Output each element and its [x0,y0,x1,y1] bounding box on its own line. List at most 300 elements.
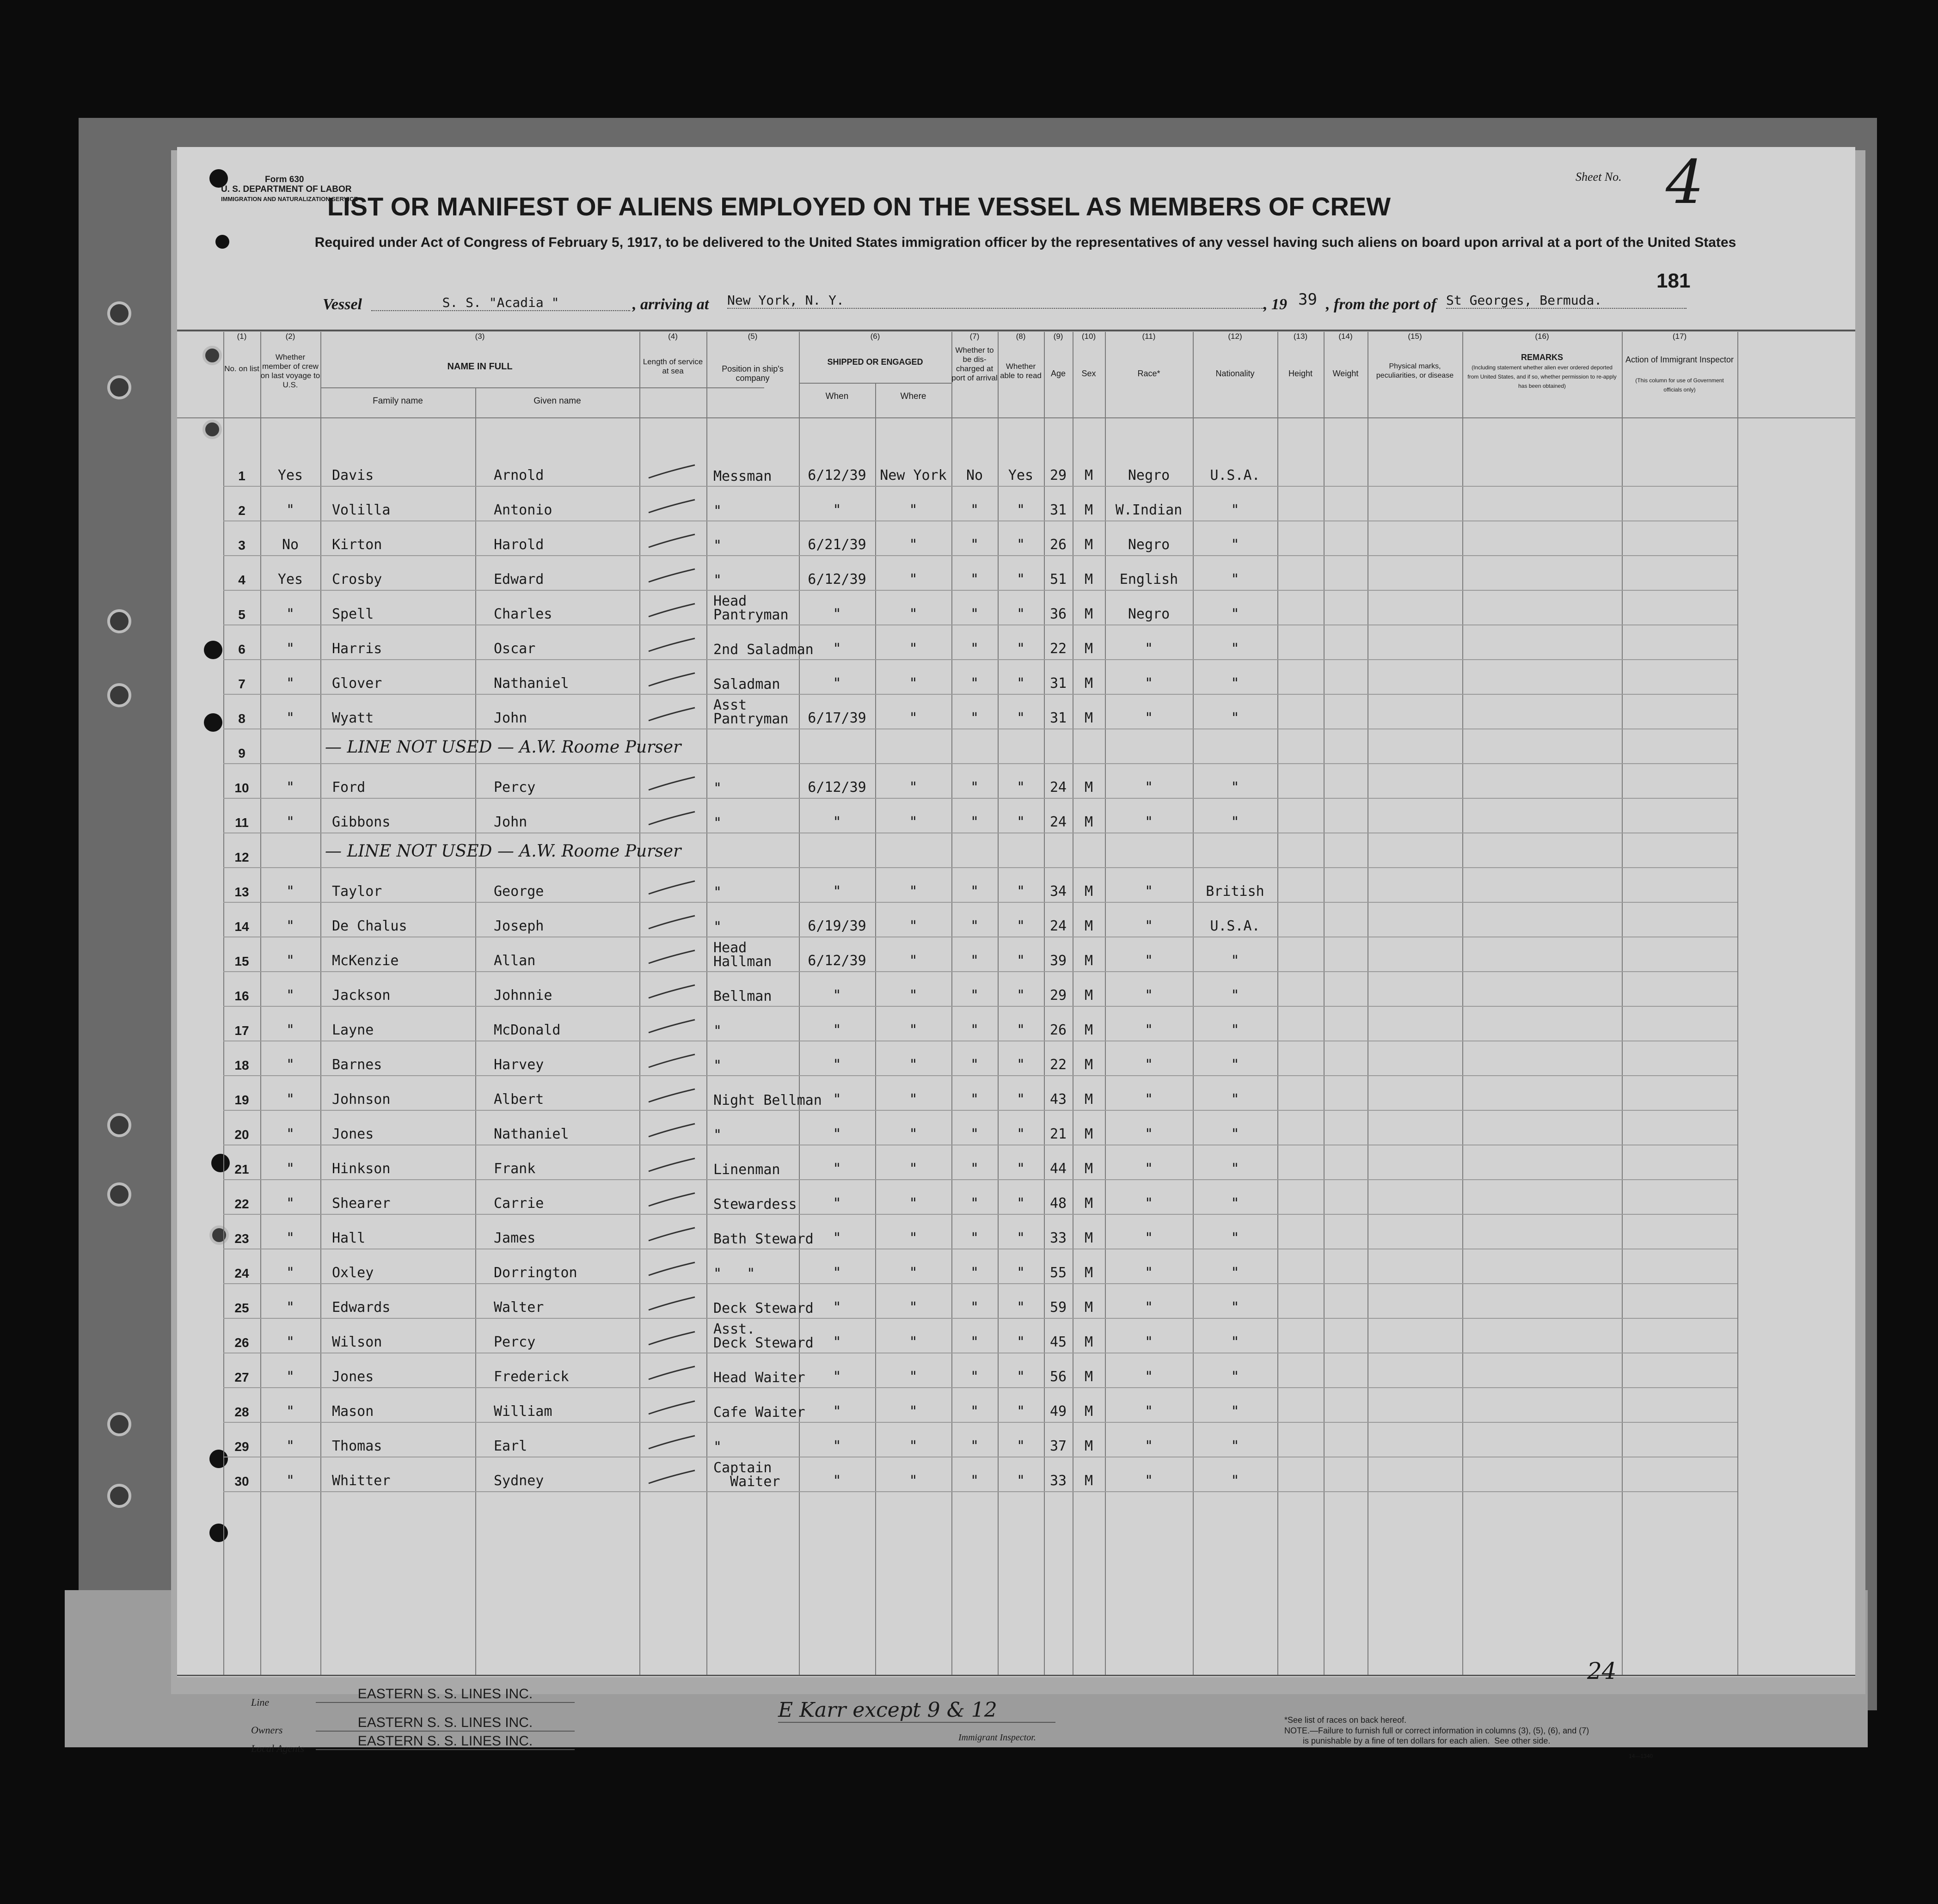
column-number: (7) [969,332,980,341]
cell-family: Wyatt [332,710,374,726]
cell-no: 18 [234,1058,249,1072]
length-service-tick [646,1261,697,1277]
cell-dis: " [970,502,979,518]
cell-read: " [1016,987,1025,1004]
cell-where: " [909,1161,918,1177]
cell-where: " [909,883,918,900]
arriving-value: New York, N. Y. [727,293,1263,309]
sheet-number-label: Sheet No. [1576,170,1622,184]
cell-age: 37 [1049,1438,1067,1454]
cell-sex: M [1084,987,1093,1004]
cell-when: " [833,1195,841,1212]
cell-pos: Head Hallman [713,940,772,970]
sheet-number-value: 4 [1666,147,1704,217]
cell-when: " [833,1369,841,1385]
cell-age: 24 [1049,918,1067,934]
cell-dis: " [970,537,979,553]
table-row [177,625,1855,660]
table-row [177,799,1855,833]
cell-sex: M [1084,1057,1093,1073]
cell-sex: M [1084,1299,1093,1316]
cell-last: " [286,641,295,657]
cell-read: " [1016,1438,1025,1454]
cell-race: " [1144,883,1153,900]
cell-race: English [1119,571,1178,588]
cell-no: 23 [234,1231,249,1246]
cell-given: Albert [494,1091,544,1108]
length-service-tick [646,1435,697,1451]
cell-given: Nathaniel [494,675,569,692]
cell-when: " [833,641,841,657]
cell-given: Carrie [494,1195,544,1212]
cell-when: 6/21/39 [808,537,866,553]
cell-when: 6/19/39 [808,918,866,934]
cell-race: " [1144,1161,1153,1177]
cell-race: " [1144,953,1153,969]
cell-age: 31 [1049,675,1067,692]
vessel-label: Vessel [323,296,362,313]
header-bottom-rule [177,417,1855,418]
cell-pos: Cafe Waiter [713,1404,805,1420]
cell-no: 19 [234,1093,249,1107]
cell-read: " [1016,1369,1025,1385]
cell-when: " [833,987,841,1004]
cell-no: 10 [234,781,249,795]
punch-hole [107,1412,131,1436]
cell-where: " [909,537,918,553]
cell-last: " [286,606,295,622]
cell-dis: " [970,918,979,934]
cell-last: " [286,883,295,900]
cell-read: " [1016,1265,1025,1281]
cell-sex: M [1084,1403,1093,1420]
header-position: Position in ship's company [722,364,784,383]
cell-sex: M [1084,1195,1093,1212]
cell-when: 6/12/39 [808,467,866,484]
cell-given: James [494,1230,536,1246]
cell-race: " [1144,1299,1153,1316]
cell-family: Jones [332,1369,374,1385]
cell-pos: " [713,884,722,900]
cell-family: Spell [332,606,374,622]
table-row [177,1423,1855,1457]
cell-where: " [909,502,918,518]
column-number: (10) [1081,332,1096,341]
cell-sex: M [1084,779,1093,796]
cell-nat: " [1231,1161,1239,1177]
cell-race: " [1144,1369,1153,1385]
cell-race: " [1144,779,1153,796]
cell-pos: Stewardess [713,1196,797,1212]
column-number: (17) [1672,332,1687,341]
cell-where: " [909,953,918,969]
cell-family: Hinkson [332,1161,391,1177]
cell-nat: U.S.A. [1210,918,1260,934]
header-remarks-sub: (Including statement whether alien ever ordered deported from United States, and if so, whether permission to re-apply has been obtained) [1467,364,1617,389]
cell-race: " [1144,710,1153,726]
owners-value: EASTERN S. S. LINES INC. [316,1715,575,1732]
cell-pos: " [713,1058,722,1074]
cell-sex: M [1084,883,1093,900]
header-physical: Physical marks, peculiarities, or disease [1376,362,1454,380]
table-row [177,1457,1855,1492]
cell-read: " [1016,641,1025,657]
cell-where: " [909,1403,918,1420]
from-port-label: , from the port of [1326,296,1436,313]
length-service-tick [646,776,697,792]
cell-nat: " [1231,953,1239,969]
cell-no: 17 [234,1023,249,1038]
cell-family: Layne [332,1022,374,1038]
cell-pos: Saladman [713,676,780,692]
cell-dis: " [970,814,979,830]
cell-sex: M [1084,1473,1093,1489]
cell-sex: M [1084,1126,1093,1142]
cell-when: " [833,1265,841,1281]
table-row [177,868,1855,902]
cell-where: " [909,606,918,622]
table-row [177,695,1855,729]
cell-no: 28 [234,1405,249,1419]
cell-pos: " [713,1439,722,1455]
cell-dis: " [970,987,979,1004]
header-able-read: Whether able to read [1000,362,1042,380]
cell-pos: " [713,1023,722,1039]
punch-dot [215,235,229,249]
cell-age: 24 [1049,814,1067,830]
cell-last: " [286,1126,295,1142]
cell-family: Wilson [332,1334,382,1350]
cell-when: " [833,675,841,692]
punch-hole [107,1484,131,1508]
table-row [177,764,1855,798]
cell-nat: " [1231,1438,1239,1454]
cell-nat: " [1231,1334,1239,1350]
cell-nat: " [1231,571,1239,588]
cell-last: " [286,1265,295,1281]
cell-read: " [1016,537,1025,553]
cell-age: 31 [1049,502,1067,518]
cell-dis: " [970,1438,979,1454]
header-action: Action of Immigrant Inspector [1625,355,1734,364]
cell-pos: " [713,538,722,554]
cell-pos: Asst Pantryman [713,697,789,727]
cell-dis: " [970,571,979,588]
length-service-tick [646,1192,697,1208]
cell-read: " [1016,1299,1025,1316]
cell-last: " [286,1057,295,1073]
cell-family: Barnes [332,1057,382,1073]
cell-sex: M [1084,641,1093,657]
cell-last: " [286,1438,295,1454]
cell-given: Oscar [494,641,536,657]
length-service-tick [646,984,697,1000]
cell-age: 56 [1049,1369,1067,1385]
column-number: (9) [1053,332,1063,341]
cell-no: 16 [234,989,249,1003]
table-row [177,591,1855,625]
cell-race: " [1144,1091,1153,1108]
cell-when: " [833,606,841,622]
header-name-in-full: NAME IN FULL [447,361,513,372]
cell-pos: " " [713,1266,755,1282]
cell-last: " [286,1161,295,1177]
cell-where: " [909,1265,918,1281]
cell-dis: " [970,710,979,726]
cell-where: " [909,918,918,934]
cell-nat: " [1231,1265,1239,1281]
cell-last: " [286,710,295,726]
cell-family: Davis [332,467,374,484]
cell-last: " [286,1369,295,1385]
cell-read: " [1016,606,1025,622]
cell-where: " [909,1057,918,1073]
punch-hole [107,301,131,325]
cell-family: De Chalus [332,918,407,934]
cell-nat: " [1231,1195,1239,1212]
cell-last: " [286,1473,295,1489]
cell-no: 30 [234,1474,249,1488]
header-given-name: Given name [534,396,581,406]
cell-no: 14 [234,919,249,934]
cell-when: " [833,1091,841,1108]
cell-sex: M [1084,502,1093,518]
cell-dis: No [966,467,983,484]
length-service-tick [646,1088,697,1104]
cell-pos: Bellman [713,988,772,1004]
header-race: Race* [1137,369,1160,378]
table-row [177,452,1855,486]
cell-no: 24 [234,1266,249,1280]
cell-last: No [282,537,299,553]
cell-age: 44 [1049,1161,1067,1177]
cell-no: 8 [238,711,245,726]
cell-age: 36 [1049,606,1067,622]
cell-where: " [909,1230,918,1246]
cell-read: " [1016,1022,1025,1038]
cell-race: " [1144,814,1153,830]
cell-read: " [1016,779,1025,796]
cell-pos: Linenman [713,1162,780,1178]
cell-when: " [833,1299,841,1316]
table-top-rule [177,330,1855,331]
cell-given: Sydney [494,1473,544,1489]
cell-age: 48 [1049,1195,1067,1212]
cell-age: 49 [1049,1403,1067,1420]
cell-race: " [1144,1334,1153,1350]
cell-dis: " [970,1057,979,1073]
cell-last: " [286,1403,295,1420]
cell-last: Yes [277,571,303,588]
cell-pos: Deck Steward [713,1300,814,1316]
column-number: (15) [1408,332,1422,341]
cell-read: " [1016,1091,1025,1108]
length-service-tick [646,1053,697,1069]
cell-dis: " [970,883,979,900]
cell-read: " [1016,502,1025,518]
header-when: When [825,392,849,401]
cell-age: 24 [1049,779,1067,796]
cell-family: Johnson [332,1091,391,1108]
cell-where: " [909,987,918,1004]
cell-family: Mason [332,1403,374,1420]
cell-nat: " [1231,675,1239,692]
cell-dis: " [970,1091,979,1108]
cell-pos: Captain Waiter [713,1460,780,1490]
cell-sex: M [1084,918,1093,934]
inspector-signature: E Karr except 9 & 12 [778,1698,1055,1723]
column-number: (8) [1016,332,1026,341]
cell-age: 55 [1049,1265,1067,1281]
cell-race: Negro [1128,537,1170,553]
header-height: Height [1288,369,1313,378]
cell-given: Allan [494,953,536,969]
cell-no: 3 [238,538,245,552]
cell-when: " [833,1126,841,1142]
manifest-sheet [177,147,1855,1759]
cell-race: " [1144,1126,1153,1142]
table-row [177,1284,1855,1318]
penalty-note: NOTE.—Failure to furnish full or correct information in columns (3), (5), (6), and (7) is punishable by a fine of ten dollars for each alien. See other side. [1284,1726,1589,1745]
owners-label: Owners [251,1724,283,1736]
cell-nat: " [1231,1230,1239,1246]
cell-where: " [909,1438,918,1454]
cell-nat: " [1231,1403,1239,1420]
column-number: (11) [1142,332,1156,341]
cell-dis: " [970,1299,979,1316]
cell-when: " [833,1403,841,1420]
length-service-tick [646,464,697,480]
cell-read: " [1016,1334,1025,1350]
cell-sex: M [1084,537,1093,553]
header-weight: Weight [1332,369,1359,378]
cell-last: " [286,814,295,830]
cell-when: " [833,1161,841,1177]
line-value: EASTERN S. S. LINES INC. [316,1686,575,1703]
length-service-tick [646,915,697,931]
cell-when: 6/12/39 [808,779,866,796]
cell-nat: " [1231,606,1239,622]
cell-no: 25 [234,1301,249,1315]
length-service-tick [646,1227,697,1243]
cell-sex: M [1084,710,1093,726]
punch-hole [107,375,131,399]
cell-pos: " [713,1127,722,1143]
cell-sex: M [1084,1091,1093,1108]
cell-where: " [909,641,918,657]
header-family-name: Family name [373,396,423,406]
cell-nat: " [1231,502,1239,518]
cell-where: " [909,1126,918,1142]
table-row [177,1353,1855,1388]
races-note: *See list of races on back hereof. [1284,1715,1407,1725]
table-row [177,1076,1855,1110]
cell-family: Glover [332,675,382,692]
header-where: Where [900,392,926,401]
column-number: (6) [870,332,880,341]
cell-given: John [494,710,527,726]
cell-dis: " [970,1022,979,1038]
cell-race: " [1144,1057,1153,1073]
cell-sex: M [1084,814,1093,830]
punch-hole [107,683,131,707]
table-row [177,556,1855,590]
cell-pos: Bath Steward [713,1231,814,1247]
cell-given: Walter [494,1299,544,1316]
cell-given: Edward [494,571,544,588]
cell-read: " [1016,571,1025,588]
cell-family: Volilla [332,502,391,518]
vessel-value: S. S. "Acadia " [371,295,630,311]
agents-value: EASTERN S. S. LINES INC. [316,1733,575,1750]
cell-sex: M [1084,467,1093,484]
table-row [177,660,1855,694]
cell-when: 6/12/39 [808,953,866,969]
cell-last: " [286,1230,295,1246]
cell-race: " [1144,918,1153,934]
cell-last: " [286,1334,295,1350]
cell-no: 21 [234,1162,249,1176]
length-service-tick [646,568,697,584]
line-not-used-note: — LINE NOT USED — A.W. Roome Purser [325,738,681,757]
length-service-tick [646,499,697,514]
cell-read: " [1016,1473,1025,1489]
cell-given: William [494,1403,552,1420]
cell-family: Crosby [332,571,382,588]
cell-family: Jackson [332,987,391,1004]
cell-pos: " [713,919,722,935]
column-number: (12) [1228,332,1242,341]
cell-age: 43 [1049,1091,1067,1108]
line-not-used-note: — LINE NOT USED — A.W. Roome Purser [325,842,681,861]
header-no-on-list: No. on list [224,364,259,373]
cell-read: " [1016,883,1025,900]
cell-where: " [909,1022,918,1038]
punch-hole [107,609,131,633]
cell-nat: " [1231,779,1239,796]
cell-where: " [909,571,918,588]
column-number: (13) [1293,332,1308,341]
arriving-label: , arriving at [632,296,709,313]
cell-dis: " [970,1473,979,1489]
cell-dis: " [970,953,979,969]
cell-given: Joseph [494,918,544,934]
cell-given: Charles [494,606,552,622]
cell-family: Thomas [332,1438,382,1454]
length-service-tick [646,1400,697,1416]
cell-no: 2 [238,503,245,518]
punch-dot [209,1524,228,1542]
cell-nat: " [1231,1369,1239,1385]
cell-age: 29 [1049,987,1067,1004]
cell-sex: M [1084,1265,1093,1281]
header-age: Age [1050,369,1066,378]
cell-family: Edwards [332,1299,391,1316]
cell-given: Johnnie [494,987,552,1004]
cell-when: " [833,1230,841,1246]
cell-nat: " [1231,710,1239,726]
cell-pos: Asst. Deck Steward [713,1321,814,1351]
cell-family: Taylor [332,883,382,900]
length-service-tick [646,1123,697,1139]
cell-age: 39 [1049,953,1067,969]
cell-nat: " [1231,1299,1239,1316]
length-service-tick [646,1365,697,1381]
cell-where: " [909,1473,918,1489]
cell-dis: " [970,1195,979,1212]
cell-when: " [833,883,841,900]
cell-where: " [909,1369,918,1385]
